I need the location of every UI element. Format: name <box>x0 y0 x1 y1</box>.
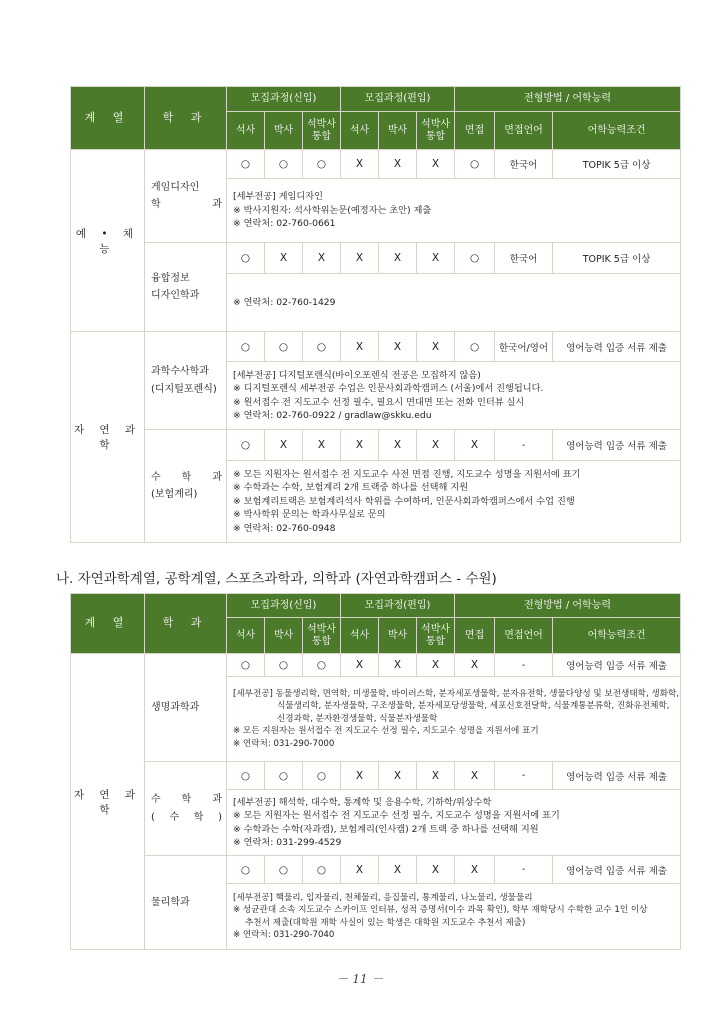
department-details: ※ 모든 지원자는 원서접수 전 지도교수 사전 면접 진행, 지도교수 성명을 지원서에 표기 ※ 수학과는 수학, 보험계리 2개 트랙중 하나를 선택해 지원 ※ 보험계리트랙은 보험계리석사 학위를 수여하며, 인문사회과학캠퍼스에서 수업 진행 ※ 박사학위 문의는 학과사무실로 문의 ※ 연락처: 02-760-0948 <box>227 461 681 543</box>
admission-table-suwon <box>70 593 681 950</box>
header-combined: 석박사 통합 <box>303 112 341 150</box>
department-details: ※ 연락처: 02-760-1429 <box>227 274 681 332</box>
department-life-science: 생명과학과 <box>145 654 227 762</box>
header-master: 석사 <box>341 112 379 150</box>
table-row <box>71 762 681 790</box>
language-requirement: 영어능력 입증 서류 제출 <box>553 856 681 884</box>
mark-cell: X <box>417 243 455 274</box>
department-details: [세부전공] 게임디자인 ※ 박사지원자: 석사학위논문(예정자는 초안) 제출 ※ 연락처: 02-760-0661 <box>227 179 681 243</box>
section-title: 나. 자연과학계열, 공학계열, 스포츠과학과, 의학과 (자연과학캠퍼스 - 수원) <box>56 571 497 587</box>
mark-cell: X <box>379 856 417 884</box>
mark-cell: ○ <box>303 332 341 362</box>
header-combined: 석박사 통합 <box>303 618 341 654</box>
table-row <box>71 243 681 274</box>
header-combined: 석박사 통합 <box>417 112 455 150</box>
department-fusion-design: 융합정보 디자인학과 <box>145 243 227 332</box>
table-row <box>71 430 681 461</box>
category-science: 자 연 과 학 <box>71 332 145 543</box>
mark-cell: ○ <box>303 762 341 790</box>
mark-cell: X <box>341 430 379 461</box>
header-master: 석사 <box>227 618 265 654</box>
admission-table-seoul <box>70 86 681 543</box>
header-category: 계 열 <box>71 594 145 654</box>
mark-cell: ○ <box>227 332 265 362</box>
department-details: [세부전공] 해석학, 대수학, 통계학 및 응용수학, 기하학/위상수학 ※ 모든 지원자는 원서접수 전 지도교수 선정 필수, 지도교수 성명을 지원서에 표기 ※ 수학과는 수학(자과캠), 보험계리(인사캠) 2개 트랙 중 하나를 선택해 지원 ※ 연락처: 031-299-4529 <box>227 790 681 856</box>
mark-cell: X <box>341 654 379 677</box>
header-phd: 박사 <box>265 112 303 150</box>
mark-cell: ○ <box>303 150 341 179</box>
mark-cell: ○ <box>455 150 495 179</box>
mark-cell: X <box>379 332 417 362</box>
language-requirement: TOPIK 5급 이상 <box>553 243 681 274</box>
header-method: 전형방법 / 어학능력 <box>455 594 681 618</box>
mark-cell: X <box>417 332 455 362</box>
mark-cell: X <box>379 243 417 274</box>
mark-cell: X <box>341 243 379 274</box>
header-combined: 석박사 통합 <box>417 618 455 654</box>
mark-cell: X <box>417 762 455 790</box>
department-mathematics: 수 학 과 ( 수 학 ) <box>145 762 227 856</box>
department-details: [세부전공] 디지털포렌식(바이오포렌식 전공은 모집하지 않음) ※ 디지털포렌식 세부전공 수업은 인문사회과학캠퍼스 (서울)에서 진행됩니다. ※ 원서접수 전 지도교수 선정 필수, 필요시 면대면 또는 전화 인터뷰 실시 ※ 연락처: 02-760-0922 / gradlaw@skku.edu <box>227 362 681 430</box>
mark-cell: X <box>379 430 417 461</box>
mark-cell: ○ <box>227 430 265 461</box>
mark-cell: X <box>265 430 303 461</box>
mark-cell: X <box>417 856 455 884</box>
mark-cell: ○ <box>303 654 341 677</box>
mark-cell: X <box>379 150 417 179</box>
language-requirement: TOPIK 5급 이상 <box>553 150 681 179</box>
header-new-admission: 모집과정(신입) <box>227 87 341 112</box>
interview-language: 한국어/영어 <box>495 332 553 362</box>
mark-cell: ○ <box>455 332 495 362</box>
language-requirement: 영어능력 입증 서류 제출 <box>553 332 681 362</box>
header-interview: 면접 <box>455 112 495 150</box>
mark-cell: ○ <box>265 332 303 362</box>
department-physics: 물리학과 <box>145 856 227 950</box>
category-arts: 예 • 체 능 <box>71 150 145 332</box>
mark-cell: ○ <box>265 762 303 790</box>
mark-cell: X <box>341 762 379 790</box>
language-requirement: 영어능력 입증 서류 제출 <box>553 762 681 790</box>
mark-cell: X <box>455 856 495 884</box>
table-row <box>71 332 681 362</box>
mark-cell: ○ <box>227 762 265 790</box>
mark-cell: ○ <box>265 654 303 677</box>
interview-language: - <box>495 654 553 677</box>
header-language-requirement: 어학능력조건 <box>553 112 681 150</box>
language-requirement: 영어능력 입증 서류 제출 <box>553 654 681 677</box>
header-phd: 박사 <box>265 618 303 654</box>
header-language-requirement: 어학능력조건 <box>553 618 681 654</box>
mark-cell: X <box>417 150 455 179</box>
category-science: 자 연 과 학 <box>71 654 145 950</box>
header-transfer-admission: 모집과정(편입) <box>341 594 455 618</box>
header-transfer-admission: 모집과정(편입) <box>341 87 455 112</box>
header-phd: 박사 <box>379 112 417 150</box>
mark-cell: X <box>303 430 341 461</box>
mark-cell: X <box>455 762 495 790</box>
mark-cell: ○ <box>265 856 303 884</box>
header-interview: 면접 <box>455 618 495 654</box>
mark-cell: X <box>455 430 495 461</box>
interview-language: - <box>495 762 553 790</box>
table-row <box>71 856 681 884</box>
mark-cell: X <box>379 654 417 677</box>
mark-cell: X <box>341 150 379 179</box>
page-number: － 11 － <box>336 972 384 986</box>
header-department: 학 과 <box>145 594 227 654</box>
mark-cell: X <box>455 654 495 677</box>
department-details: [세부전공] 핵물리, 입자물리, 천체물리, 응집물리, 통계물리, 나노물리, 생물물리 ※ 성균관대 소속 지도교수 스카이프 인터뷰, 성적 증명서(이수 과목 확인), 학부 재학당시 수학한 교수 1인 이상 추천서 제출(대학원 재학 사실이 있는 학생은 대학원 지도교수 추천서 제출) ※ 연락처: 031-290-7040 <box>227 884 681 950</box>
interview-language: 한국어 <box>495 243 553 274</box>
interview-language: 한국어 <box>495 150 553 179</box>
header-new-admission: 모집과정(신입) <box>227 594 341 618</box>
header-method: 전형방법 / 어학능력 <box>455 87 681 112</box>
mark-cell: X <box>417 654 455 677</box>
table-row <box>71 150 681 179</box>
header-department: 학 과 <box>145 87 227 150</box>
mark-cell: ○ <box>227 856 265 884</box>
mark-cell: X <box>341 332 379 362</box>
department-details: [세부전공] 동물생리학, 면역학, 미생물학, 바이러스학, 분자세포생물학, 분자유전학, 생물다양성 및 보전생태학, 생화학, 식물생리학, 분자생물학, 구조생물학, 분자세포당생물학, 세포신호전달학, 식물계통분류학, 진화유전체학, 신경과학, 분자환경생물학, 식물분자생물학 ※ 모든 지원자는 원서접수 전 지도교수 선정 필수, 지도교수 성명을 지원서에 표기 ※ 연락처: 031-290-7000 <box>227 677 681 762</box>
mark-cell: X <box>265 243 303 274</box>
department-actuarial: 수 학 과 (보험계리) <box>145 430 227 543</box>
department-game-design: 게임디자인 학 과 <box>145 150 227 243</box>
mark-cell: ○ <box>227 654 265 677</box>
language-requirement: 영어능력 입증 서류 제출 <box>553 430 681 461</box>
mark-cell: ○ <box>227 243 265 274</box>
interview-language: - <box>495 430 553 461</box>
mark-cell: ○ <box>265 150 303 179</box>
mark-cell: X <box>379 762 417 790</box>
header-category: 계 열 <box>71 87 145 150</box>
department-forensic: 과학수사학과 (디지털포렌식) <box>145 332 227 430</box>
header-master: 석사 <box>227 112 265 150</box>
table-row <box>71 654 681 677</box>
header-phd: 박사 <box>379 618 417 654</box>
header-interview-language: 면접언어 <box>495 618 553 654</box>
mark-cell: ○ <box>303 856 341 884</box>
interview-language: - <box>495 856 553 884</box>
mark-cell: X <box>303 243 341 274</box>
header-master: 석사 <box>341 618 379 654</box>
mark-cell: X <box>341 856 379 884</box>
mark-cell: ○ <box>455 243 495 274</box>
mark-cell: X <box>417 430 455 461</box>
mark-cell: ○ <box>227 150 265 179</box>
header-interview-language: 면접언어 <box>495 112 553 150</box>
